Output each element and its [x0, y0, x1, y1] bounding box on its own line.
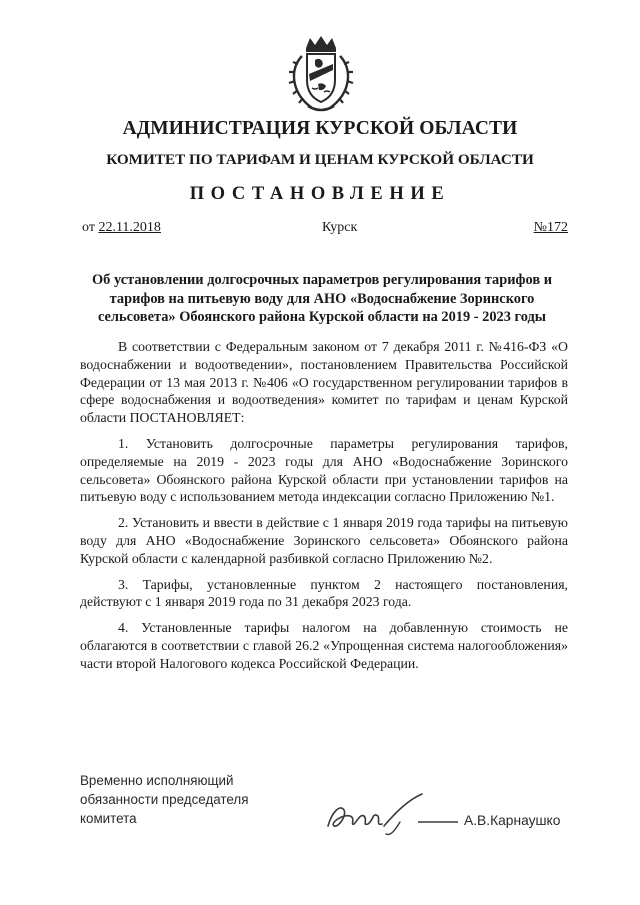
document-city: Курск [322, 220, 358, 235]
position-line: комитета [80, 811, 137, 826]
date-value: 22.11.2018 [98, 220, 161, 235]
date-prefix: от [82, 220, 99, 235]
coat-of-arms-icon [282, 34, 360, 114]
document-body [80, 338, 568, 681]
preamble-paragraph: В соответствии с Федеральным законом от 7 декабря 2011 г. №416-ФЗ «О водоснабжении и водоотведении», постановлением Правительства Российской Федерации от 13 мая 2013 г. №406 «О государственном регулировании тарифов в сфере водоснабжения и водоотведения» комитет по тарифам и ценам Курской области ПОСТАНОВЛЯЕТ: [80, 339, 568, 426]
document-date [82, 220, 161, 236]
document-type-title: ПОСТАНОВЛЕНИЕ [189, 184, 451, 204]
item-paragraph: 3. Тарифы, установленные пунктом 2 настоящего постановления, действуют с 1 января 2019 года по 31 декабря 2023 года. [80, 576, 568, 610]
administration-title: АДМИНИСТРАЦИЯ КУРСКОЙ ОБЛАСТИ [122, 118, 518, 139]
item-paragraph: 2. Установить и ввести в действие с 1 января 2019 года тарифы на питьевую воду для АНО «Водоснабжение Зоринского сельсовета» Обоянского района Курской области с календарной разбивкой согласно Приложению №2. [80, 515, 568, 566]
document-subject: Об установлении долгосрочных параметров регулирования тарифов и тарифов на питьевую воду для АНО «Водоснабжение Зоринского сельсовета» Обоянского района Курской области на 2019 - 2023 годы [91, 272, 552, 325]
position-line: обязанности председателя [80, 792, 249, 807]
signatory-position [80, 771, 248, 828]
item-paragraph: 4. Установленные тарифы налогом на добавленную стоимость не облагаются в соответствии с главой 26.2 «Упрощенная система налогообложения» части второй Налогового кодекса Российской Федерации. [80, 620, 568, 671]
handwritten-signature [320, 792, 460, 838]
position-line: Временно исполняющий [80, 773, 234, 788]
committee-title: КОМИТЕТ ПО ТАРИФАМ И ЦЕНАМ КУРСКОЙ ОБЛАСТИ [106, 151, 534, 168]
item-paragraph: 1. Установить долгосрочные параметры регулирования тарифов, определяемые на 2019 - 2023 годы для АНО «Водоснабжение Зоринского сельсовета» Обоянского района Курской области при установлении тарифов на питьевую воду с использованием метода индексации согласно Приложению №1. [80, 435, 568, 505]
signatory-name: А.В.Карнаушко [464, 813, 561, 828]
document-number: №172 [533, 220, 568, 235]
